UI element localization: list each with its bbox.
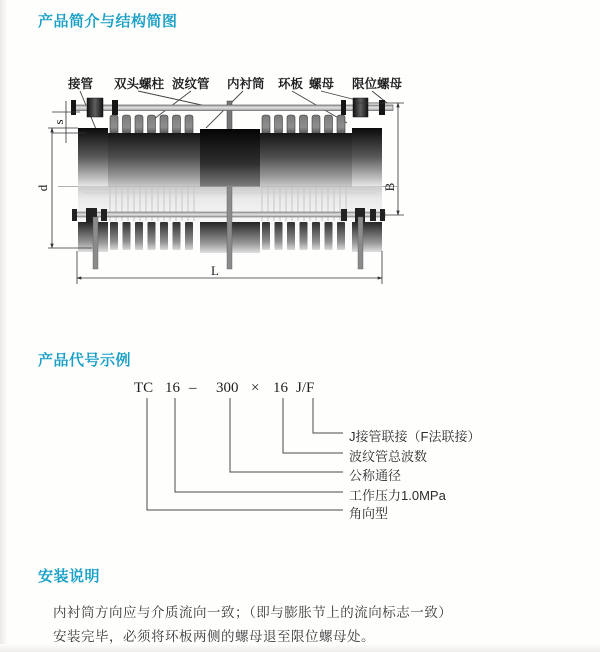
section-title-code: 产品代号示例 — [38, 352, 132, 369]
page-edge-bottom — [0, 644, 600, 652]
code-anno-joint: J接管联接（F法联接） — [349, 429, 481, 444]
code-anno-pressure: 工作压力1.0MPa — [349, 488, 446, 503]
part-label-ring-plate: 环板 — [278, 77, 304, 91]
code-token-type: TC — [134, 380, 154, 396]
part-label-limit-nut: 限位螺母 — [352, 77, 403, 91]
code-anno-waves: 波纹管总波数 — [349, 449, 428, 464]
code-token-dash: – — [189, 380, 197, 396]
install-note-line-1: 内衬筒方向应与介质流向一致；（即与膨胀节上的流向标志一致） — [53, 605, 453, 620]
code-anno-type: 角向型 — [349, 506, 389, 521]
part-label-inner-liner: 内衬筒 — [227, 77, 265, 91]
structure-diagram-drawing — [0, 65, 430, 300]
part-label-pipe-end: 接管 — [68, 77, 94, 91]
dim-label-d: d — [35, 184, 50, 192]
install-note-line-2: 安装完毕，必须将环板两侧的螺母退至限位螺母处。 — [53, 629, 375, 644]
code-token-diameter: 300 — [216, 380, 239, 396]
code-callout-lines — [0, 378, 600, 523]
part-label-stud: 双头螺柱 — [114, 77, 165, 91]
part-label-nut: 螺母 — [309, 77, 335, 91]
code-anno-diameter: 公称通径 — [349, 468, 402, 483]
dim-label-B: B — [382, 182, 397, 192]
dim-label-s: s — [51, 119, 66, 125]
part-label-bellows: 波纹管 — [172, 77, 210, 91]
code-token-times: × — [251, 380, 260, 396]
section-title-intro: 产品简介与结构简图 — [38, 13, 178, 30]
bellows-upper-body — [78, 101, 382, 187]
code-token-joint: J/F — [296, 380, 315, 396]
section-title-install: 安装说明 — [38, 568, 101, 585]
code-token-waves: 16 — [273, 380, 288, 396]
code-token-pressure: 16 — [165, 380, 180, 396]
dim-label-L: L — [211, 263, 219, 278]
